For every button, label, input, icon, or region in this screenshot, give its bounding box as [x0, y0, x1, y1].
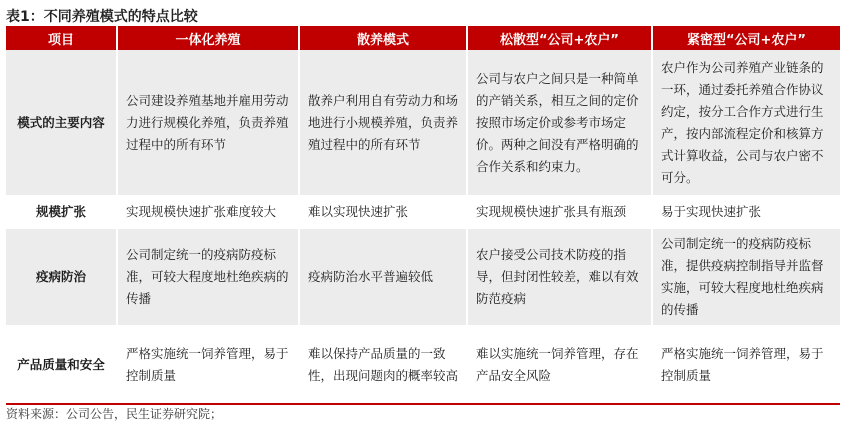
row-label: 模式的主要内容: [6, 50, 117, 196]
table-cell: 严格实施统一饲养管理，易于控制质量: [652, 326, 840, 404]
row-label: 疫病防治: [6, 228, 117, 326]
header-loose-company-farmer: 松散型“公司+农户”: [467, 26, 652, 50]
table-cell: 难以保持产品质量的一致性，出现问题肉的概率较高: [299, 326, 467, 404]
header-item: 项目: [6, 26, 117, 50]
table-header-row: [6, 26, 840, 50]
row-label: 产品质量和安全: [6, 326, 117, 404]
header-integrated: 一体化养殖: [117, 26, 299, 50]
table-cell: 易于实现快速扩张: [652, 196, 840, 228]
row-label: 规模扩张: [6, 196, 117, 228]
comparison-table: [6, 26, 840, 405]
table-cell: 公司与农户之间只是一种简单的产销关系，相互之间的定价按照市场定价或参考市场定价。两种之间没有严格明确的合作关系和约束力。: [467, 50, 652, 196]
table-cell: 散养户利用自有劳动力和场地进行小规模养殖，负责养殖过程中的所有环节: [299, 50, 467, 196]
table-cell: 难以实现快速扩张: [299, 196, 467, 228]
table-cell: 疫病防治水平普遍较低: [299, 228, 467, 326]
table-cell: 公司制定统一的疫病防疫标准，可较大程度地杜绝疾病的传播: [117, 228, 299, 326]
header-tight-company-farmer: 紧密型“公司+农户”: [652, 26, 840, 50]
table-title: 表1：不同养殖模式的特点比较: [6, 9, 198, 25]
table-row: [6, 326, 840, 404]
header-free-range: 散养模式: [299, 26, 467, 50]
table-cell: 难以实施统一饲养管理，存在产品安全风险: [467, 326, 652, 404]
table-cell: 实现规模快速扩张难度较大: [117, 196, 299, 228]
table-row: [6, 196, 840, 228]
table-cell: 公司建设养殖基地并雇用劳动力进行规模化养殖，负责养殖过程中的所有环节: [117, 50, 299, 196]
source-note: 资料来源：公司公告，民生证券研究院；: [6, 407, 223, 421]
table-cell: 农户作为公司养殖产业链条的一环，通过委托养殖合作协议约定，按分工合作方式进行生产，按内部流程定价和核算方式计算收益，公司与农户密不可分。: [652, 50, 840, 196]
table-row: [6, 228, 840, 326]
table-cell: 农户接受公司技术防疫的指导，但封闭性较差，难以有效防范疫病: [467, 228, 652, 326]
table-cell: 严格实施统一饲养管理，易于控制质量: [117, 326, 299, 404]
table-row: [6, 50, 840, 196]
table-cell: 实现规模快速扩张具有瓶颈: [467, 196, 652, 228]
table-cell: 公司制定统一的疫病防疫标准，提供疫病控制指导并监督实施，可较大程度地杜绝疾病的传播: [652, 228, 840, 326]
